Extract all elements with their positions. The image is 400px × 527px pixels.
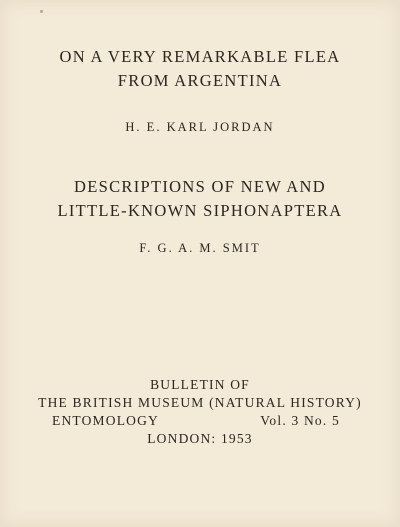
article2-title-line1: DESCRIPTIONS OF NEW AND (74, 177, 326, 196)
article2-author: F. G. A. M. SMIT (139, 241, 261, 255)
series-name: ENTOMOLOGY (52, 413, 159, 428)
paper-speck (40, 10, 43, 13)
series-volume-row (52, 413, 340, 429)
bulletin-label: BULLETIN OF (150, 377, 250, 392)
place-date: LONDON: 1953 (147, 431, 253, 446)
volume-number: Vol. 3 No. 5 (260, 413, 340, 428)
article1-title-line2: FROM ARGENTINA (117, 71, 283, 90)
article2-title-line2: LITTLE-KNOWN SIPHONAPTERA (57, 201, 343, 220)
article1-author: H. E. KARL JORDAN (125, 120, 275, 134)
article1-title-line1: ON A VERY REMARKABLE FLEA (59, 47, 341, 66)
museum-name: THE BRITISH MUSEUM (NATURAL HISTORY) (38, 395, 362, 410)
